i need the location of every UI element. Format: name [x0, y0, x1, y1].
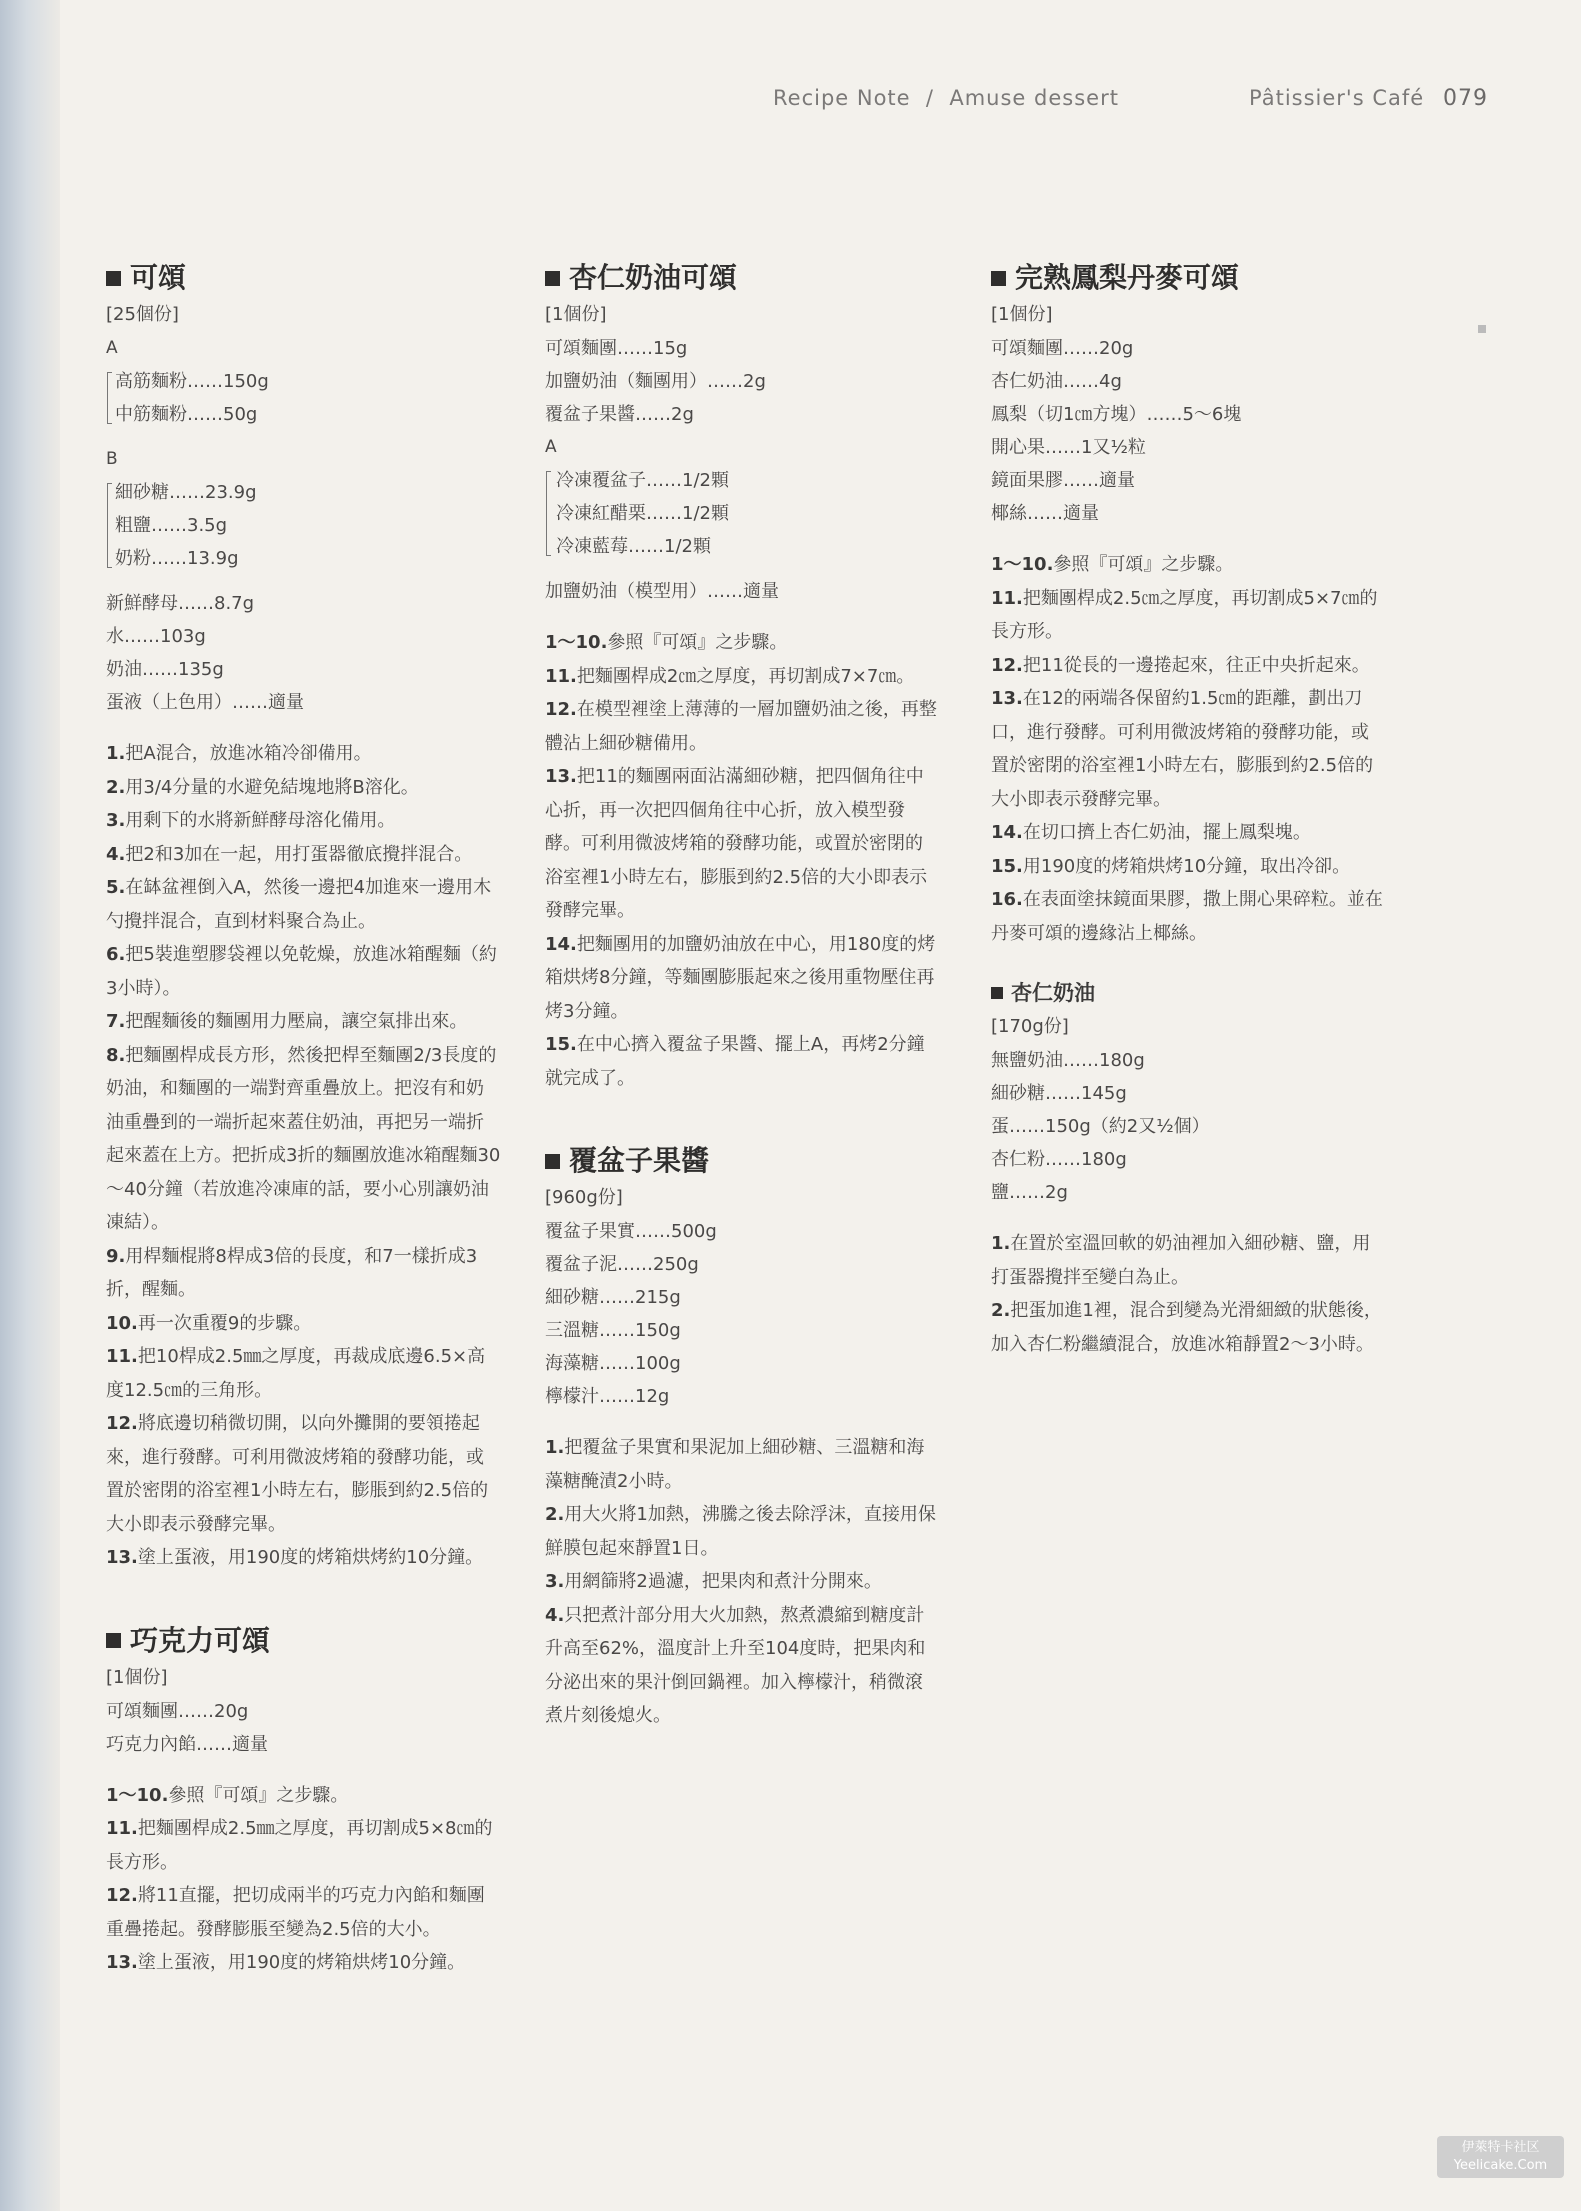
step: 2.用大火將1加熱，沸騰之後去除浮沫，直接用保鮮膜包起來靜置1日。 — [545, 1504, 936, 1559]
yield-label: [1個份] — [991, 304, 1053, 325]
step-list-almond — [545, 626, 940, 1095]
square-bullet-icon — [106, 271, 121, 286]
ingredient: 加鹽奶油（模型用）……適量 — [545, 581, 779, 602]
step: 13.在12的兩端各保留約1.5㎝的距離，劃出刀口，進行發酵。可利用微波烤箱的發酵功能，或置於密閉的浴室裡1小時左右，膨脹到約2.5倍的大小即表示發酵完畢。 — [991, 688, 1374, 810]
column-3 — [991, 258, 1386, 1361]
section-title-pineapple-danish: 完熟鳳梨丹麥可頌 — [991, 258, 1386, 298]
ingredient: 粗鹽……3.5g — [115, 515, 228, 536]
ingredient: 海藻糖……100g — [545, 1353, 681, 1374]
page-header — [0, 86, 1581, 116]
ingredient: 細砂糖……145g — [991, 1083, 1127, 1104]
step: 1.把覆盆子果實和果泥加上細砂糖、三溫糖和海藻糖醃漬2小時。 — [545, 1437, 925, 1492]
step: 12.把11從長的一邊捲起來，往正中央折起來。 — [991, 654, 1370, 676]
step: 13.塗上蛋液，用190度的烤箱烘烤約10分鐘。 — [106, 1547, 484, 1568]
step: 11.把麵團桿成2㎝之厚度，再切割成7×7㎝。 — [545, 665, 915, 687]
step-list-croissant — [106, 737, 501, 1575]
yield-label: [1個份] — [106, 1666, 168, 1688]
step: 11.把麵團桿成2.5㎝之厚度，再切割成5×7㎝的長方形。 — [991, 587, 1378, 642]
step: 11.把麵團桿成2.5㎜之厚度，再切割成5×8㎝的長方形。 — [106, 1818, 493, 1873]
header-breadcrumb: Recipe Note / Amuse dessert — [773, 86, 1119, 110]
ingredient: 杏仁奶油……4g — [991, 371, 1122, 392]
page-number: 079 — [1443, 86, 1488, 111]
ingredient: 開心果……1又½粒 — [991, 437, 1146, 458]
column-1 — [106, 258, 501, 1980]
step: 14.在切口擠上杏仁奶油，擺上鳳梨塊。 — [991, 822, 1311, 843]
ingredient: 新鮮酵母……8.7g — [106, 593, 255, 614]
yield-label: [25個份] — [106, 304, 179, 325]
step: 7.把醒麵後的麵團用力壓扁，讓空氣排出來。 — [106, 1011, 468, 1032]
column-2 — [545, 258, 940, 1733]
ingredient: 細砂糖……23.9g — [115, 482, 257, 503]
ingredient: 覆盆子泥……250g — [545, 1254, 699, 1275]
section-title-almond-cream: 杏仁奶油 — [991, 976, 1386, 1010]
ingredient: 奶油……135g — [106, 659, 224, 680]
group-label-a: A — [106, 338, 118, 358]
step: 8.把麵團桿成長方形，然後把桿至麵團2/3長度的奶油，和麵團的一端對齊重疊放上。把沒有和奶油重疊到的一端折起來蓋住奶油，再把另一端折起來蓋在上方。把折成3折的麵團放進冰箱醒麵30～40分鐘（若放進冷凍庫的話，要小心別讓奶油凍結）。 — [106, 1044, 501, 1233]
ingredient: 可頌麵團……15g — [545, 338, 688, 359]
ingredient: 檸檬汁……12g — [545, 1386, 670, 1407]
step: 1～10.參照『可頌』之步驟。 — [991, 554, 1234, 575]
step: 1.在置於室溫回軟的奶油裡加入細砂糖、鹽，用打蛋器攪拌至變白為止。 — [991, 1233, 1371, 1288]
yield-label: [1個份] — [545, 304, 607, 325]
step: 15.用190度的烤箱烘烤10分鐘，取出冷卻。 — [991, 855, 1351, 877]
step-list-choco — [106, 1779, 501, 1980]
step: 4.把2和3加在一起，用打蛋器徹底攪拌混合。 — [106, 843, 473, 865]
section-title-raspberry-jam: 覆盆子果醬 — [545, 1141, 940, 1181]
step-list-jam — [545, 1431, 940, 1733]
step: 2.用3/4分量的水避免結塊地將B溶化。 — [106, 776, 419, 798]
section-title-choco-croissant: 巧克力可頌 — [106, 1621, 501, 1661]
ingredient: 冷凍覆盆子……1/2顆 — [556, 470, 729, 491]
ingredient-group-a — [106, 365, 501, 431]
step: 12.將底邊切稍微切開，以向外攤開的要領捲起來，進行發酵。可利用微波烤箱的發酵功能，或置於密閉的浴室裡1小時左右，膨脹到約2.5倍的大小即表示發酵完畢。 — [106, 1413, 489, 1535]
ingredient: 鳳梨（切1㎝方塊）……5～6塊 — [991, 404, 1242, 425]
step: 15.在中心擠入覆盆子果醬、擺上A，再烤2分鐘就完成了。 — [545, 1034, 925, 1089]
step: 3.用剩下的水將新鮮酵母溶化備用。 — [106, 810, 396, 831]
ingredient: 中筋麵粉……50g — [115, 404, 258, 425]
group-label-b: B — [106, 449, 118, 469]
ingredient: 鹽……2g — [991, 1182, 1068, 1203]
step: 1～10.參照『可頌』之步驟。 — [106, 1784, 349, 1806]
step: 16.在表面塗抹鏡面果膠，撒上開心果碎粒。並在丹麥可頌的邊緣沾上椰絲。 — [991, 889, 1383, 944]
step-list-pineapple — [991, 548, 1386, 950]
site-watermark: 伊萊特卡社区 Yeelicake.Com — [1437, 2136, 1564, 2178]
ingredient: 細砂糖……215g — [545, 1287, 681, 1308]
square-bullet-icon — [991, 987, 1003, 999]
step: 2.把蛋加進1裡，混合到變為光滑細緻的狀態後，加入杏仁粉繼續混合，放進冰箱靜置2～3小時。 — [991, 1300, 1382, 1355]
ingredient: 奶粉……13.9g — [115, 548, 239, 569]
ingredient: 覆盆子果醬……2g — [545, 404, 694, 425]
ingredient: 杏仁粉……180g — [991, 1149, 1127, 1170]
ingredient: 水……103g — [106, 626, 206, 647]
step: 5.在缽盆裡倒入A，然後一邊把4加進來一邊用木勺攪拌混合，直到材料聚合為止。 — [106, 877, 492, 932]
ingredient: 冷凍紅醋栗……1/2顆 — [556, 503, 729, 524]
square-bullet-icon — [545, 271, 560, 286]
step: 3.用網篩將2過濾，把果肉和煮汁分開來。 — [545, 1571, 882, 1592]
ingredient: 覆盆子果實……500g — [545, 1221, 717, 1242]
ingredient: 蛋液（上色用）……適量 — [106, 692, 304, 713]
step: 1.把A混合，放進冰箱冷卻備用。 — [106, 743, 372, 764]
section-title-almond-croissant: 杏仁奶油可頌 — [545, 258, 940, 298]
header-cafe-title: Pâtissier's Café — [1249, 86, 1425, 110]
square-bullet-icon — [106, 1633, 121, 1648]
scan-mark — [1478, 325, 1486, 333]
ingredient: 椰絲……適量 — [991, 503, 1099, 524]
step: 11.把10桿成2.5㎜之厚度，再裁成底邊6.5×高度12.5㎝的三角形。 — [106, 1346, 486, 1401]
ingredient: 加鹽奶油（麵團用）……2g — [545, 371, 766, 392]
step: 14.把麵團用的加鹽奶油放在中心，用180度的烤箱烘烤8分鐘，等麵團膨脹起來之後用重物壓住再烤3分鐘。 — [545, 933, 936, 1022]
ingredient: 冷凍藍莓……1/2顆 — [556, 536, 711, 557]
step: 10.再一次重覆9的步驟。 — [106, 1312, 312, 1334]
step: 1～10.參照『可頌』之步驟。 — [545, 632, 788, 653]
step: 13.把11的麵團兩面沾滿細砂糖，把四個角往中心折，再一次把四個角往中心折，放入模型發酵。可利用微波烤箱的發酵功能，或置於密閉的浴室裡1小時左右，膨脹到約2.5倍的大小即表示發酵完畢。 — [545, 766, 928, 921]
step: 13.塗上蛋液，用190度的烤箱烘烤10分鐘。 — [106, 1952, 466, 1973]
step: 6.把5裝進塑膠袋裡以免乾燥，放進冰箱醒麵（約3小時）。 — [106, 944, 497, 999]
ingredient: 蛋……150g（約2又½個） — [991, 1116, 1210, 1137]
yield-label: [170g份] — [991, 1016, 1069, 1037]
square-bullet-icon — [991, 271, 1006, 286]
yield-label: [960g份] — [545, 1187, 623, 1208]
book-spine-shadow — [0, 0, 60, 2211]
ingredient: 可頌麵團……20g — [991, 338, 1134, 359]
ingredient: 巧克力內餡……適量 — [106, 1733, 268, 1755]
square-bullet-icon — [545, 1154, 560, 1169]
step: 4.只把煮汁部分用大火加熱，熬煮濃縮到糖度計升高至62%，溫度計上升至104度時，把果肉和分泌出來的果汁倒回鍋裡。加入檸檬汁，稍微滾煮片刻後熄火。 — [545, 1604, 926, 1726]
ingredient: 無鹽奶油……180g — [991, 1050, 1145, 1071]
step: 12.將11直擺，把切成兩半的巧克力內餡和麵團重疊捲起。發酵膨脹至變為2.5倍的大小。 — [106, 1885, 485, 1940]
ingredient-group-a — [545, 464, 940, 563]
ingredient-group-b — [106, 476, 501, 575]
step: 9.用桿麵棍將8桿成3倍的長度，和7一樣折成3折，醒麵。 — [106, 1245, 478, 1300]
step: 12.在模型裡塗上薄薄的一層加鹽奶油之後，再整體沾上細砂糖備用。 — [545, 699, 937, 754]
ingredient: 高筋麵粉……150g — [115, 371, 269, 392]
section-title-croissant: 可頌 — [106, 258, 501, 298]
step-list-almond-cream — [991, 1227, 1386, 1361]
ingredient: 鏡面果膠……適量 — [991, 470, 1135, 491]
group-label-a: A — [545, 437, 557, 457]
ingredient: 三溫糖……150g — [545, 1320, 681, 1341]
ingredient: 可頌麵團……20g — [106, 1700, 249, 1722]
